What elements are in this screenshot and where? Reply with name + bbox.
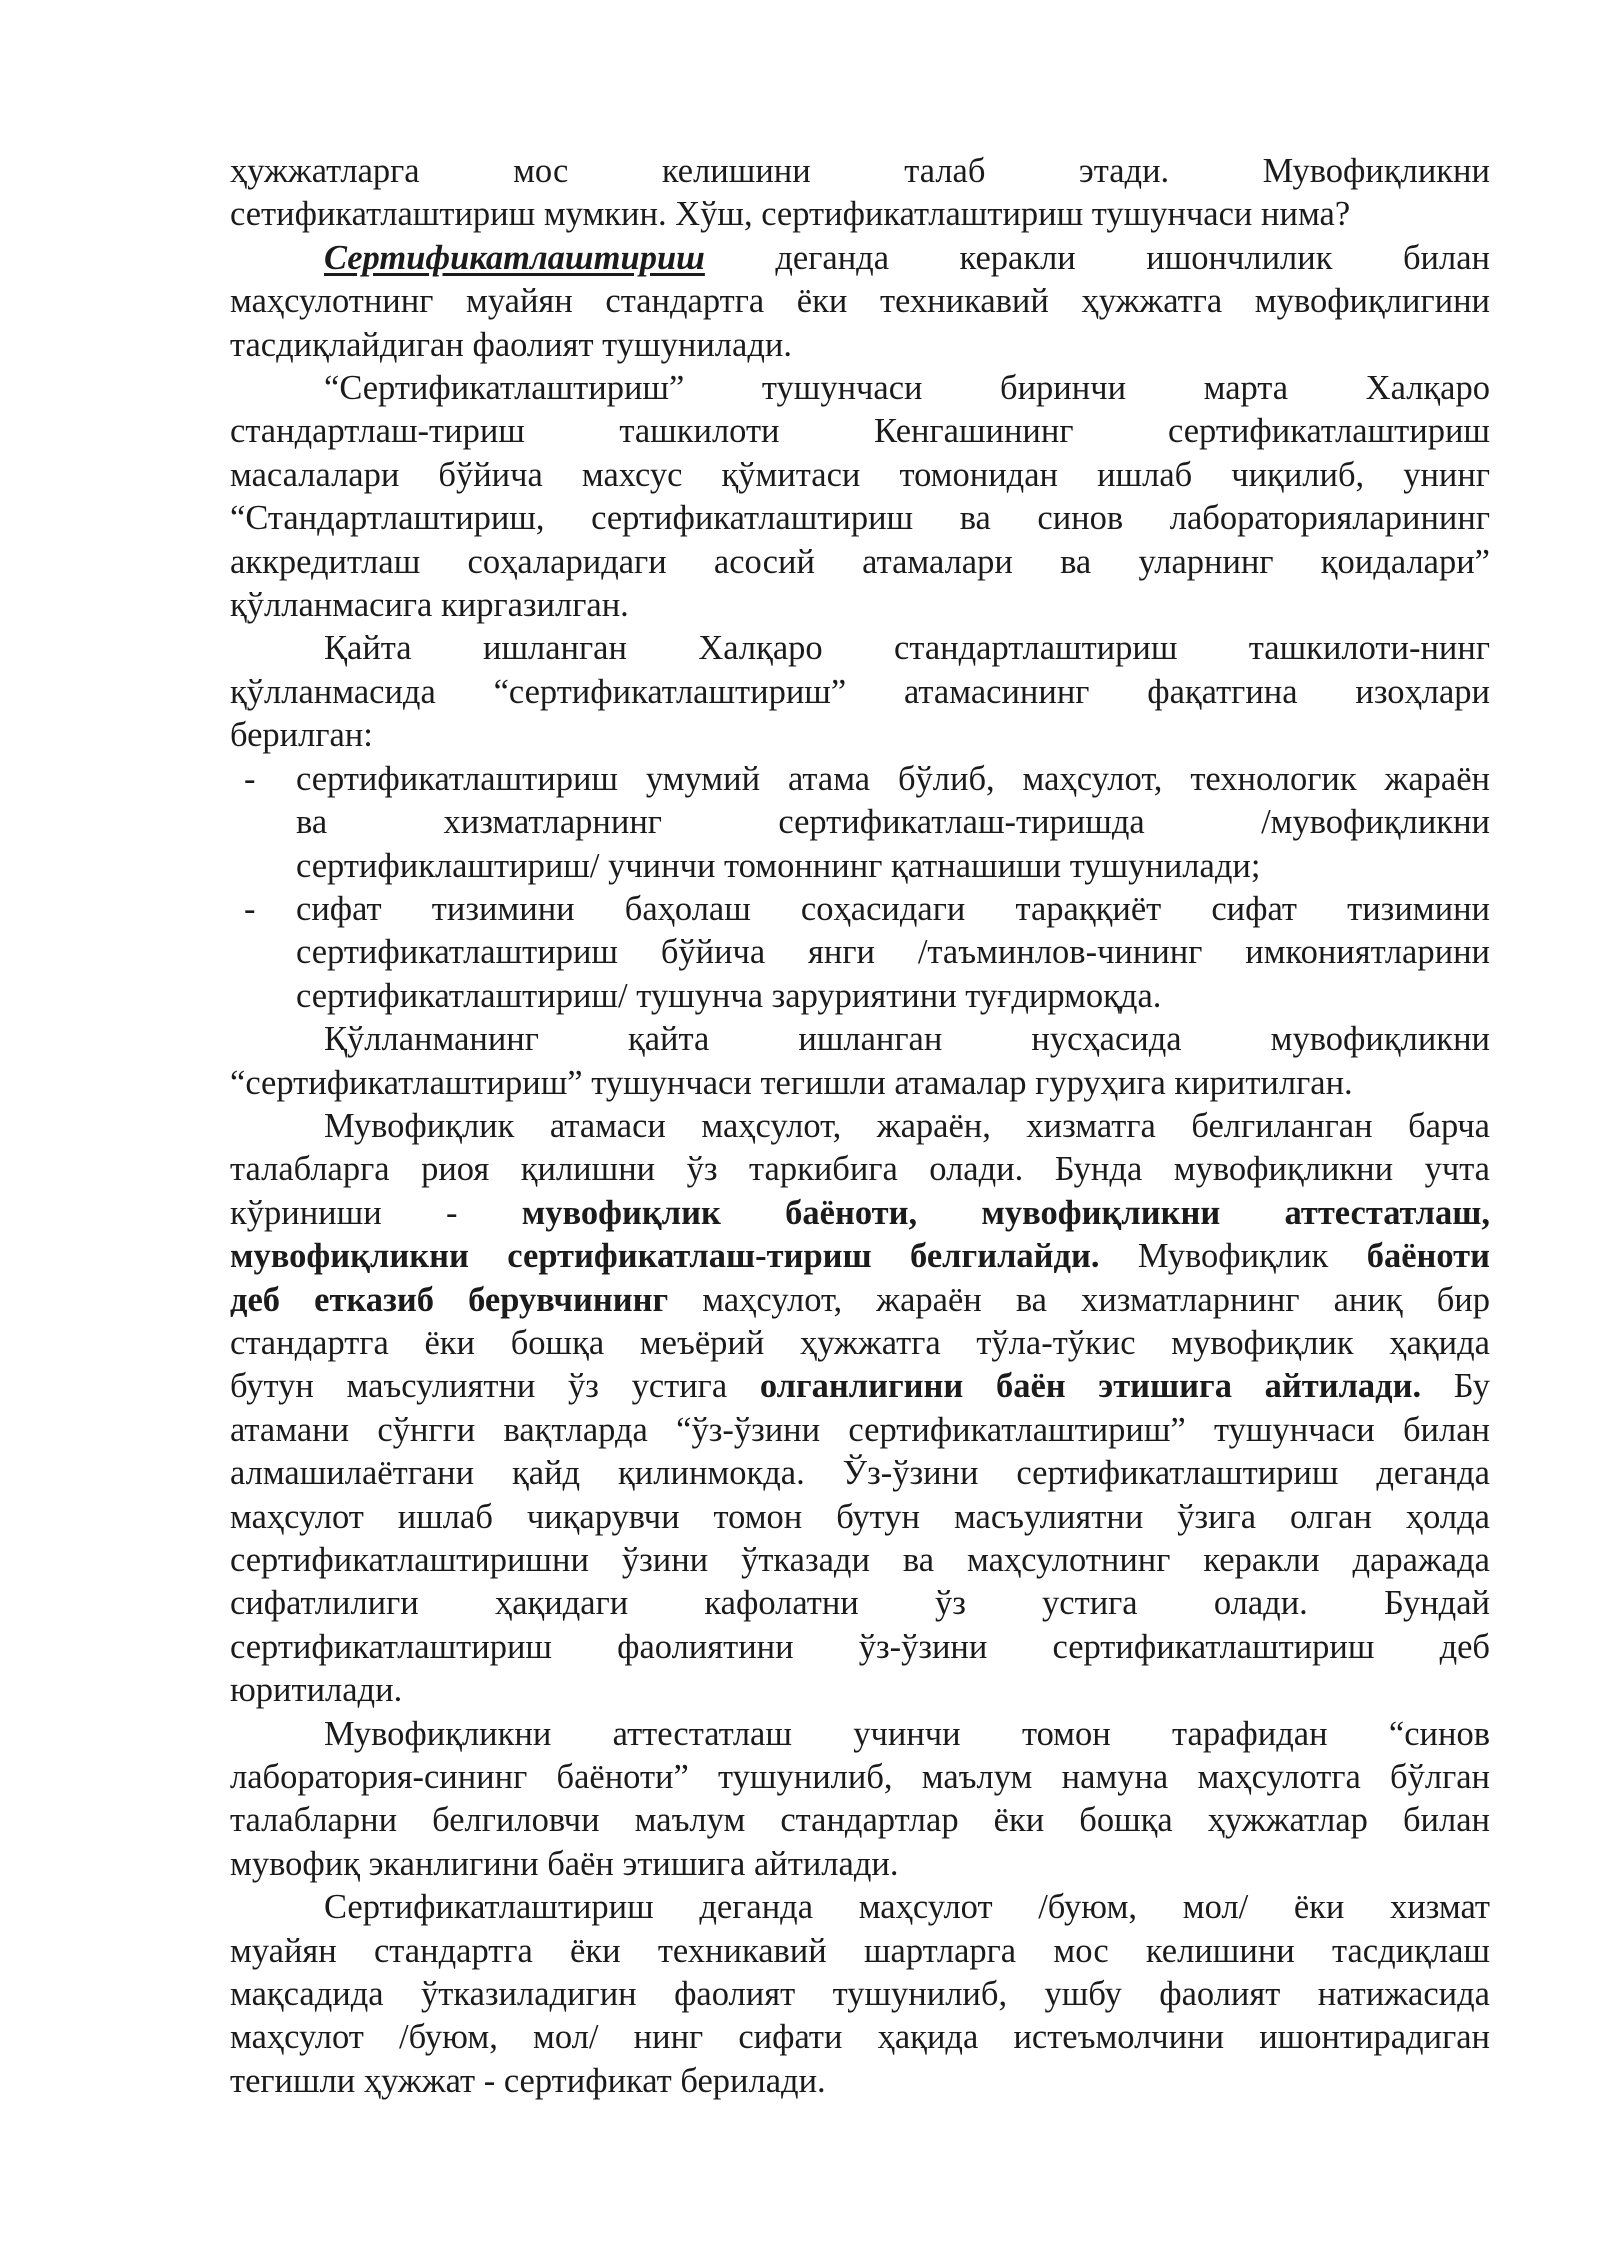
text-line: қўлланмасига киргазилган. [230, 586, 629, 625]
text-line: мақсадида ўтказиладигин фаолият тушунилиб, ушбу фаолият натижасида [230, 1975, 1490, 2014]
text-line: Қайта ишланган Халқаро стандартлаштириш ташкилоти-нинг [324, 629, 1490, 668]
paragraph-intro-continuation [230, 150, 1490, 237]
text-line: “сертификатлаштириш” тушунчаси тегишли атамалар гуруҳига киритилган. [230, 1063, 1353, 1102]
text-line: маҳсулотнинг муайян стандартга ёки техникавий ҳужжатга мувофиқлигини [230, 282, 1490, 321]
text-line: қўлланмасида “сертификатлаштириш” атамасининг фақатгина изоҳлари [230, 672, 1490, 711]
text-line: юритилади. [230, 1671, 403, 1710]
text-line: берилган: [230, 716, 373, 755]
text-line: масалалари бўйича махсус қўмитаси томонидан ишлаб чиқилиб, унинг [230, 455, 1490, 494]
text-line: Сертификатлаштириш деганда маҳсулот /буюм, мол/ ёки хизмат [324, 1888, 1490, 1927]
document-page [230, 150, 1490, 2103]
text-line: мувофиқликни сертификатлаш-тириш белгилайди. Мувофиқлик баёноти [230, 1237, 1490, 1276]
paragraph-revised-guide [230, 627, 1490, 757]
text-line: мувофиқ эканлигини баён этишига айтилади. [230, 1844, 899, 1883]
text-line: сертификатлаштириш бўйича янги /таъминлов-чининг имкониятларини [296, 933, 1490, 972]
paragraph-iso-history [230, 367, 1490, 627]
text-line: сертификатлаштириш фаолиятини ўз-ўзини сертификатлаштириш деб [230, 1627, 1490, 1666]
bold-text: деб етказиб берувчининг [230, 1280, 669, 1319]
text-line: ҳужжатларга мос келишини талаб этади. Мувофиқликни [230, 152, 1490, 190]
text-line: сертификлаштириш/ учинчи томоннинг қатнашиши тушунилади; [296, 846, 1261, 885]
text-line: “Стандартлаштириш, сертификатлаштириш ва синов лабораторияларининг [230, 499, 1490, 538]
list-item [230, 888, 1490, 1018]
text-line: атамани сўнгги вақтларда “ўз-ўзини сертификатлаштириш” тушунчаси билан [230, 1410, 1490, 1449]
text-line: Сертификатлаштириш деганда керакли ишончлилик билан [324, 238, 1490, 277]
bold-text: олганлигини баён этишига айтилади. [759, 1367, 1422, 1406]
text-line: Мувофиқликни аттестатлаш учинчи томон тарафидан “синов [324, 1714, 1490, 1753]
bold-text: баёноти [1366, 1237, 1490, 1276]
text-line: Мувофиқлик атамаси маҳсулот, жараён, хизматга белгиланган барча [324, 1106, 1490, 1145]
text-line: “Сертификатлаштириш” тушунчаси биринчи марта Халқаро [324, 369, 1490, 408]
text-line: сифатлилиги ҳақидаги кафолатни ўз устига олади. Бундай [230, 1584, 1490, 1623]
text-line: талабларга риоя қилишни ўз таркибига олади. Бунда мувофиқликни учта [230, 1150, 1490, 1189]
text-line: бутун маъсулиятни ўз устига олганлигини баён этишига айтилади. Бу [230, 1367, 1491, 1406]
text-line: тегишли ҳужжат - сертификат берилади. [230, 2061, 826, 2100]
text-line: лаборатория-сининг баёноти” тушунилиб, маълум намуна маҳсулотга бўлган [230, 1758, 1490, 1797]
bullet-marker: - [244, 889, 256, 928]
defined-term: Сертификатлаштириш [324, 238, 705, 277]
text-line: сифат тизимини баҳолаш соҳасидаги тараққиёт сифат тизимини [296, 889, 1490, 928]
text-line: маҳсулот /буюм, мол/ нинг сифати ҳақида истеъмолчини ишонтирадиган [230, 2018, 1490, 2057]
text-line: аккредитлаш соҳаларидаги асосий атамалари ва уларнинг қоидалари” [230, 542, 1490, 581]
text-line: тасдиқлайдиган фаолият тушунилади. [230, 325, 792, 364]
text-line: стандартга ёки бошқа меъёрий ҳужжатга тўла-тўкис мувофиқлик ҳақида [230, 1323, 1490, 1362]
text-line: алмашилаётгани қайд қилинмокда. Ўз-ўзини сертификатлаштириш деганда [230, 1454, 1490, 1493]
text-line: стандартлаш-тириш ташкилоти Кенгашининг сертификатлаштириш [230, 412, 1490, 451]
text-line: сертификатлаштиришни ўзини ўтказади ва маҳсулотнинг керакли даражада [230, 1541, 1490, 1579]
paragraph-definition [230, 237, 1490, 367]
bold-text: мувофиқлик баёноти, мувофиқликни аттестатлаш, [521, 1193, 1490, 1232]
text-line: сертификатлаштириш умумий атама бўлиб, маҳсулот, технологик жараён [296, 759, 1490, 798]
text-line: маҳсулот ишлаб чиқарувчи томон бутун масъулиятни ўзига олган ҳолда [230, 1497, 1490, 1536]
text-line: сертификатлаштириш/ тушунча заруриятини туғдирмоқда. [296, 976, 1162, 1015]
text-line: талабларни белгиловчи маълум стандартлар ёки бошқа ҳужжатлар билан [230, 1801, 1490, 1840]
text-line: кўриниши - мувофиқлик баёноти, мувофиқликни аттестатлаш, [230, 1193, 1490, 1232]
paragraph-attestation [230, 1713, 1490, 1887]
paragraph-guide-revision [230, 1018, 1490, 1105]
text-line: ва хизматларнинг сертификатлаш-тиришда /мувофиқликни [296, 803, 1490, 842]
text-line: деб етказиб берувчининг маҳсулот, жараён ва хизматларнинг аниқ бир [230, 1280, 1490, 1319]
paragraph-certification-summary [230, 1886, 1490, 2103]
text-line: сетификатлаштириш мумкин. Хўш, сертификатлаштириш тушунчаси нима? [230, 195, 1351, 234]
text-line: Қўлланманинг қайта ишланган нусҳасида мувофиқликни [324, 1020, 1490, 1059]
text-line: муайян стандартга ёки техникавий шартларга мос келишини тасдиқлаш [230, 1931, 1490, 1970]
list-item [230, 758, 1490, 888]
bullet-marker: - [244, 759, 256, 798]
paragraph-conformity [230, 1105, 1490, 1713]
bold-text: мувофиқликни сертификатлаш-тириш белгилайди. [230, 1237, 1100, 1276]
